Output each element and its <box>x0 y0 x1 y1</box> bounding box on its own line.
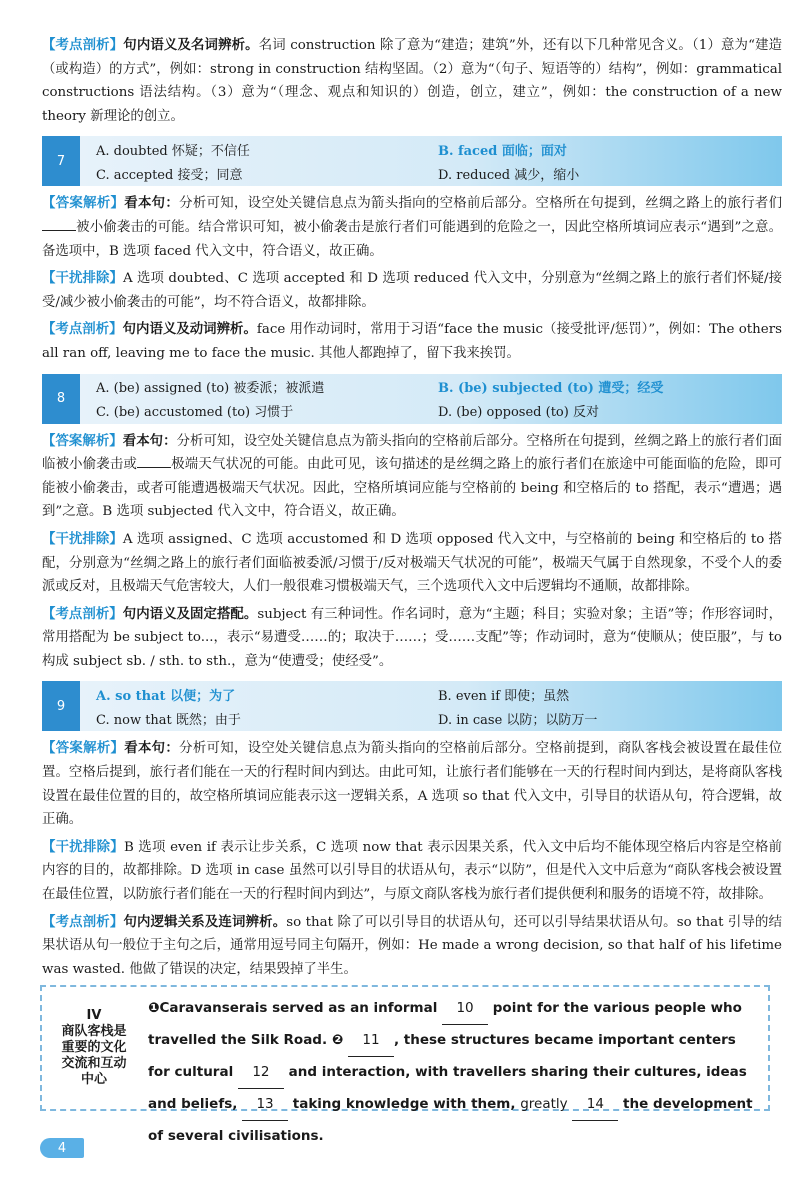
option-d: D. (be) opposed (to) 反对 <box>438 405 599 421</box>
answer-tag: 【答案解析】 <box>42 433 123 449</box>
option-c: C. now that 既然；由于 <box>96 712 241 728</box>
answer-heading: 看本句： <box>124 741 180 757</box>
answer-text-part-2: 极端天气状况的可能。由此可见，该句描述的是丝绸之路上的旅行者们在旅途中可能面临的危险，即可能被小偷袭击，或者可能遭遇极端天气状况。因此，空格所填词应能与空格前的 being 和空格后的 to 搭配，表示“遭遇；遇到”之意。B 选项 subjected 代入文中，符合语义，故正确。 <box>42 457 783 520</box>
option-a: A. (be) assigned (to) 被委派；被派遣 <box>96 381 325 397</box>
blank-11: 11 <box>348 1025 394 1057</box>
passage-title-line: 交流和互动 <box>61 1056 127 1071</box>
answer-analysis-q7 <box>42 192 782 263</box>
passage-title <box>42 987 146 1109</box>
passage-title-line: 中心 <box>80 1072 107 1087</box>
point-heading: 句内逻辑关系及连词辨析。 <box>123 914 287 930</box>
distractor-analysis-q9 <box>42 836 782 907</box>
option-b-correct: B. (be) subjected (to) 遭受；经受 <box>438 381 664 397</box>
distractor-text: A 选项 assigned、C 选项 accustomed 和 D 选项 opposed 代入文中，与空格前的 being 和空格后的 to 搭配，分别意为“丝绸之路上的旅行者们面临被委派/习惯于/反对极端天气状况的可能”，极端天气属于自然现象，不受个人的委派或反对，且极端天气危害较大，人们一般很难习惯极端天气，三个选项代入文中后逻辑均不通顺，故都排除。 <box>42 531 783 595</box>
question-7-options <box>42 136 782 186</box>
answer-blank <box>42 218 76 231</box>
passage-title-line: 商队客栈是 <box>61 1024 127 1039</box>
question-9-options <box>42 681 782 731</box>
point-heading: 句内语义及动词辨析。 <box>122 322 257 338</box>
point-text: subject 有三种词性。作名词时，意为“主题；科目；实验对象；主语”等；作形容词时，常用搭配为 be subject to...，表示“易遭受……的；取决于……；受……支配”等；作动词时，意为“使顺从；使臣服”，与 to 构成 subject sb. / sth. to sth.，意为“使遭受；使经受”。 <box>42 606 782 669</box>
page-number: 4 <box>40 1138 84 1158</box>
point-tag: 【考点剖析】 <box>42 914 124 930</box>
answer-tag: 【答案解析】 <box>42 741 125 757</box>
answer-analysis-q8 <box>42 430 782 524</box>
answer-text-part-1: 分析可知，设空处关键信息点为箭头指向的空格前后部分。空格所在句提到，丝绸之路上的旅行者们 <box>179 196 783 212</box>
passage-segment: and interaction, with travellers sharing their cultures, ideas and beliefs, <box>148 1064 747 1112</box>
blank-10: 10 <box>442 993 488 1025</box>
point-tag: 【考点剖析】 <box>42 606 123 622</box>
point-tag: 【考点剖析】 <box>42 322 123 338</box>
question-number: 8 <box>42 374 80 424</box>
page-content <box>42 34 782 985</box>
distractor-analysis-q8 <box>42 528 782 599</box>
question-number: 7 <box>42 136 80 186</box>
answer-analysis-q9 <box>42 737 782 831</box>
answer-text-part-2: 被小偷袭击的可能。结合常识可知，被小偷袭击是旅行者们可能遇到的危险之一，因此空格所填词应表示“遇到”之意。备选项中，B 选项 faced 代入文中，符合语义，故正确。 <box>42 219 783 259</box>
answer-text-part-1: 分析可知，设空处关键信息点为箭头指向的空格前后部分。空格所在句提到，丝绸之路上的旅行者们面临被小偷袭击或 <box>42 433 783 473</box>
distractor-text: A 选项 doubted、C 选项 accepted 和 D 选项 reduced 代入文中，分别意为“丝绸之路上的旅行者们怀疑/接受/减少被小偷袭击的可能”，均不符合语义，故都排除。 <box>42 271 783 310</box>
blank-12: 12 <box>238 1057 284 1089</box>
answer-heading: 看本句： <box>122 433 177 449</box>
passage-segment: , these structures became important centers for cultural <box>148 1032 736 1080</box>
answer-heading: 看本句： <box>124 196 180 212</box>
option-d: D. reduced 减少，缩小 <box>438 167 580 183</box>
point-text: face 用作动词时，常用于习语“face the music（接受批评/惩罚）”，例如：The others all ran off, leaving me to face the music. 其他人都跑掉了，留下我来挨罚。 <box>42 322 783 361</box>
point-text: so that 除了可以引导目的状语从句，还可以引导结果状语从句。so that 引导的结果状语从句一般位于主句之后，通常用逗号同主句隔开，例如：He made a wrong decision, so that half of his lifetime was wasted. 他做了错误的决定，结果毁掉了半生。 <box>42 914 783 977</box>
distractor-tag: 【干扰排除】 <box>42 271 123 287</box>
sentence-marker-1: ❶ <box>148 1000 160 1016</box>
option-b-correct: B. faced 面临；面对 <box>438 143 567 159</box>
answer-blank <box>137 455 171 468</box>
distractor-tag: 【干扰排除】 <box>42 531 123 547</box>
blank-13: 13 <box>242 1089 288 1121</box>
answer-tag: 【答案解析】 <box>42 196 125 212</box>
passage-segment: Caravanserais served as an informal <box>159 1000 438 1016</box>
passage-roman-numeral: IV <box>86 1008 102 1023</box>
option-a-correct: A. so that 以便；为了 <box>96 688 236 704</box>
passage-segment: greatly <box>520 1096 568 1112</box>
passage-box <box>40 985 770 1144</box>
passage-segment: taking knowledge with them, <box>292 1096 516 1112</box>
option-b: B. even if 即使；虽然 <box>438 688 570 704</box>
option-c: C. (be) accustomed (to) 习惯于 <box>96 405 294 421</box>
point-analysis-heading: 句内语义及名词辨析。 <box>123 38 259 53</box>
point-analysis-tag: 【考点剖析】 <box>42 38 124 53</box>
point-analysis-q8 <box>42 603 782 674</box>
point-analysis-text: 名词 construction 除了意为“建造；建筑”外，还有以下几种常见含义。（1）意为“建造（或构造）的方式”，例如：strong in construction 结构坚固。（2）意为“（句子、短语等的）结构”，例如：grammatical constructions 语法结构。（3）意为“（理念、观点和知识的）创造，创立，建立”，例如：the construction of a new theory 新理论的创立。 <box>42 38 783 124</box>
distractor-analysis-q7 <box>42 267 782 314</box>
passage-text <box>146 987 768 1144</box>
passage-segment: point for the various people who travelled the Silk Road. <box>148 1000 742 1048</box>
distractor-tag: 【干扰排除】 <box>42 839 124 855</box>
passage-segment: the development of several civilisations. <box>148 1096 753 1144</box>
sentence-marker-2: ❷ <box>331 1032 344 1048</box>
passage-title-line: 重要的文化 <box>61 1040 127 1055</box>
answer-text: 分析可知，设空处关键信息点为箭头指向的空格前后部分。空格前提到，商队客栈会被设置在最佳位置。空格后提到，旅行者们能在一天的行程时间内到达。由此可知，让旅行者们能够在一天的行程时间内到达，是将商队客栈设置在最佳位置的目的，故空格所填词应能表示这一逻辑关系，A 选项 so that 代入文中，引导目的状语从句，符合逻辑，故正确。 <box>42 741 783 828</box>
option-d: D. in case 以防；以防万一 <box>438 712 598 728</box>
distractor-text: B 选项 even if 表示让步关系，C 选项 now that 表示因果关系，代入文中后均不能体现空格后内容是空格前内容的目的，故都排除。D 选项 in case 虽然可以引导目的状语从句，表示“以防”，但是代入文中后意为“商队客栈会被设置在最佳位置，以防旅行者们能在一天的行程时间内到达”，与原文商队客栈为旅行者们提供便利和服务的语境不符，故排除。 <box>42 839 782 903</box>
point-analysis-q7 <box>42 318 782 365</box>
analysis-block-q6 <box>42 34 782 128</box>
question-number: 9 <box>42 681 80 731</box>
question-8-options <box>42 374 782 424</box>
blank-14: 14 <box>572 1089 618 1121</box>
point-heading: 句内语义及固定搭配。 <box>122 606 258 622</box>
point-analysis-q9 <box>42 911 782 982</box>
option-c: C. accepted 接受；同意 <box>96 167 243 183</box>
option-a: A. doubted 怀疑；不信任 <box>96 143 250 159</box>
